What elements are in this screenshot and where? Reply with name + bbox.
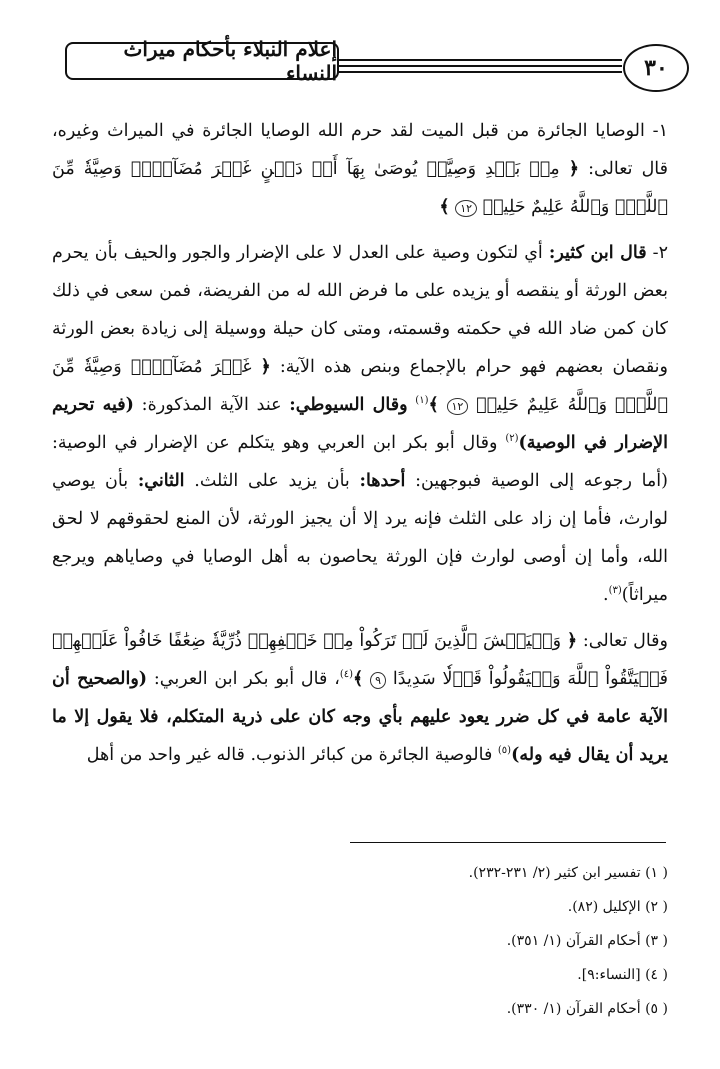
bold-quote: (فيه تحريم الإضرار في الوصية): [52, 395, 668, 453]
open-bracket: ﴿: [568, 159, 579, 179]
paragraph-text: ، قال أبو بكر ابن العربي:: [153, 669, 340, 689]
header-rule: [337, 59, 622, 61]
paragraph-text: وقال أبو بكر ابن العربي وهو يتكلم عن الإضرار في الوصية: (أما رجوعه إلى الوصية فبوجهين:: [52, 433, 668, 491]
footnotes: [360, 856, 668, 1026]
header-rule: [337, 71, 622, 73]
paragraph-text: عند الآية المذكورة:: [141, 395, 282, 415]
paragraph-1: [52, 112, 668, 226]
footnote-4: ( ٤) [النساء:٩].: [577, 967, 668, 983]
footnote-ref: (٤): [339, 669, 354, 681]
speaker-name: قال ابن كثير:: [548, 243, 647, 263]
open-bracket: ﴿: [260, 357, 271, 377]
footnote-1: ( ١) تفسير ابن كثير (٢/ ٢٣١-٢٣٢).: [468, 865, 668, 881]
paragraph-2: [52, 234, 668, 614]
header-rule: [337, 65, 622, 67]
close-bracket: ﴾: [439, 197, 450, 217]
paragraph-3: [52, 622, 668, 774]
footnote-ref: (٥): [497, 745, 512, 757]
quran-verse: وَلۡيَخۡشَ ٱلَّذِينَ لَوۡ تَرَكُواْ مِنۡ خَلۡفِهِمۡ ذُرِّيَّةٗ ضِعَٰفًا خَافُواْ عَلَيۡهِمۡ فَلۡيَتَّقُواْ ٱللَّهَ وَلۡيَقُولُواْ قَوۡلٗا سَدِيدًا: [52, 631, 668, 689]
paragraph-text: الوصايا الجائرة من قبل الميت لقد حرم الله الوصايا الجائرة في الميراث وغيره، قال تعالى:: [52, 121, 668, 179]
ayah-marker: ١٢: [455, 200, 477, 217]
page-number: ٣٠: [623, 44, 689, 92]
paragraph-text: أي لتكون وصية على العدل لا على الإضرار والجور والحيف بأن يحرم بعض الورثة أو ينقصه أو يزيده على ما فرض الله له من الفريضة، فمن سعى في ذلك كان كمن ضاد الله في حكمته وقسمته، ومتى كان حيلة ووسيلة إلى زيادة بعض الورثة ونقصان بعضهم فهو حرام بالإجماع وبنص هذه الآية:: [52, 243, 668, 377]
close-bracket: ﴾: [353, 669, 364, 689]
close-bracket: ﴾: [428, 395, 439, 415]
item-number: ١-: [652, 121, 668, 141]
book-title: إعلام النبلاء بأحكام ميراث النساء: [65, 42, 339, 80]
ayah-marker: ١٢: [447, 398, 469, 415]
footnote-2: ( ٢) الإكليل (٨٢).: [567, 899, 668, 915]
label-second: الثاني:: [137, 471, 185, 491]
quran-verse: مِنۢ بَعۡدِ وَصِيَّةٖ يُوصَىٰ بِهَآ أَوۡ دَيۡنٍ غَيۡرَ مُضَآرّٖۚ وَصِيَّةٗ مِّنَ ٱللَّهِۗ وَٱللَّهُ عَلِيمٌ حَلِيمٞ: [52, 159, 668, 217]
speaker-name: وقال السيوطي:: [289, 395, 408, 415]
footnote-ref: (٢): [505, 433, 519, 445]
footnotes-divider: [350, 842, 666, 843]
page-header: [55, 36, 691, 92]
period: .: [603, 585, 609, 605]
item-number: ٢-: [652, 243, 668, 263]
paragraph-text: فالوصية الجائرة من كبائر الذنوب. قاله غير واحد من أهل: [86, 745, 493, 765]
footnote-ref: (٣): [608, 585, 622, 597]
label-first: أحدها:: [359, 471, 406, 491]
paragraph-text: بأن يزيد على الثلث.: [194, 471, 350, 491]
paragraph-text: بأن يوصي لوارث، فأما إن زاد على الثلث فإنه يرد إلا أن يجيز الورثة، لأن المنع لحقوقهم لا لحق الله، وأما إن أوصى لوارث فإن الورثة يحاصون به أهل الوصايا في وصاياهم ويرجع ميراثاً): [52, 471, 668, 605]
footnote-ref: (١): [415, 395, 429, 407]
bold-quote: (والصحيح أن الآية عامة في كل ضرر يعود عليهم بأي وجه كان على ذرية المتكلم، فلا يقول إلا ما يريد أن يقال فيه وله): [52, 669, 668, 765]
open-bracket: ﴿: [566, 631, 578, 651]
main-text: [52, 112, 668, 782]
footnote-3: ( ٣) أحكام القرآن (١/ ٣٥١).: [506, 933, 668, 949]
quran-verse: غَيۡرَ مُضَآرّٖۚ وَصِيَّةٗ مِّنَ ٱللَّهِۗ وَٱللَّهُ عَلِيمٌ حَلِيمٞ: [52, 357, 668, 415]
footnote-5: ( ٥) أحكام القرآن (١/ ٣٣٠).: [506, 1001, 668, 1017]
paragraph-text: وقال تعالى:: [582, 631, 668, 651]
ayah-marker: ٩: [370, 672, 386, 689]
